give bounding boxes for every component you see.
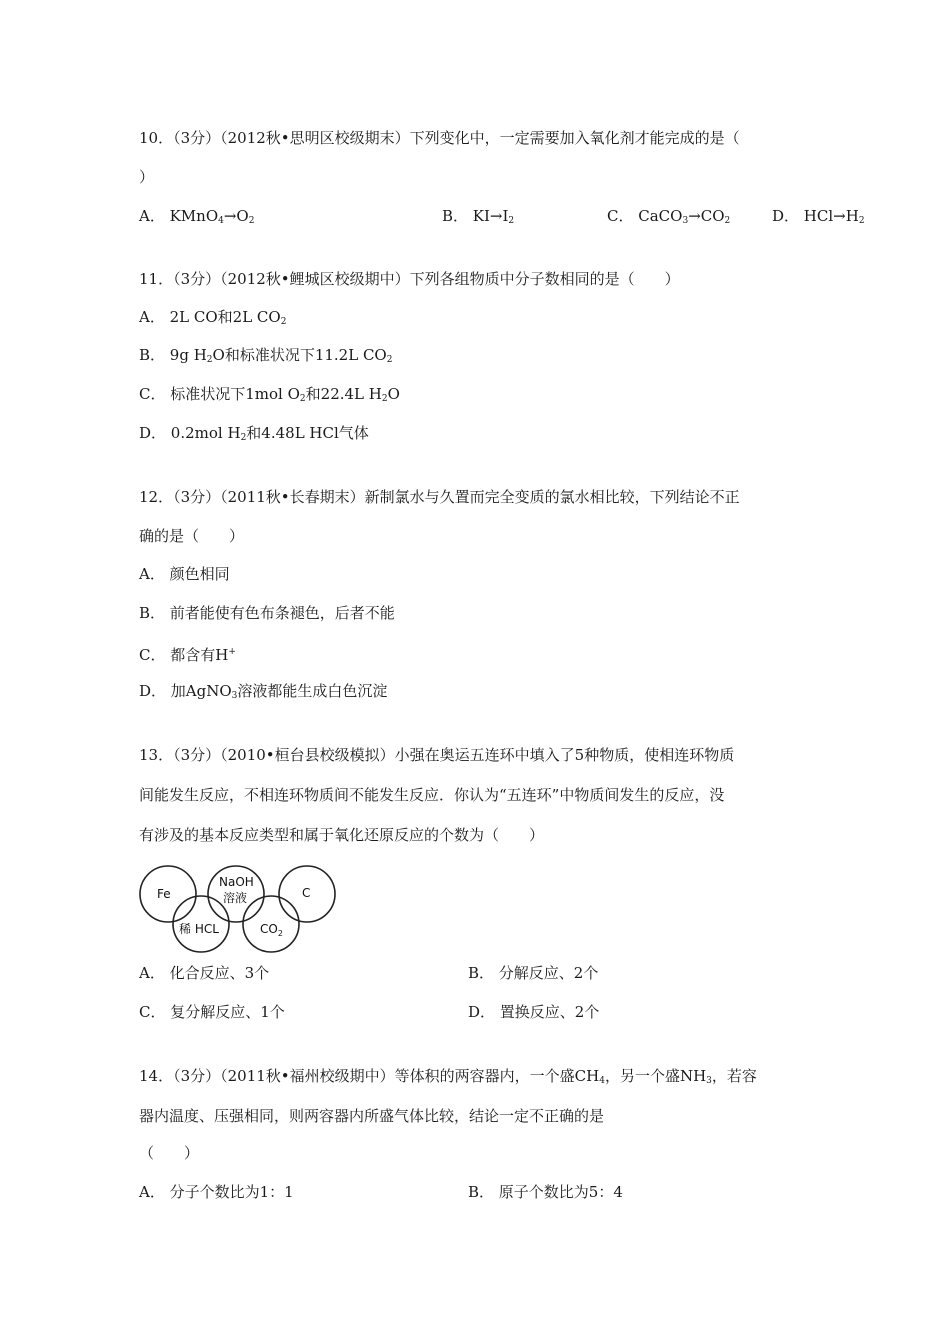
q12-stem-line2: 确的是（ ） [139, 527, 245, 545]
q14-stem-line3: （ ） [139, 1144, 200, 1162]
q12-option-b: B． 前者能使有色布条褪色，后者不能 [139, 604, 395, 622]
q12-option-a: A． 颜色相同 [139, 565, 230, 583]
q11-option-a: A． 2L CO和2L $CO_2$ [139, 308, 287, 327]
ring-c-label: C [302, 886, 311, 900]
q13-option-a: A． 化合反应、3个 [139, 964, 270, 982]
q14-options-row1 [139, 1182, 623, 1202]
ring-naoh-label-line2: 溶液 [223, 891, 248, 905]
ring-naoh-label-line1: NaOH [219, 875, 254, 889]
q13-options-row1 [139, 963, 599, 983]
q10-options [139, 206, 865, 226]
ring-co2-label: $CO_2$ [260, 922, 283, 938]
q11-stem: 11．（3分）（2012秋•鲤城区校级期中）下列各组物质中分子数相同的是（ ） [139, 270, 680, 288]
q12-stem-line1: 12．（3分）（2011秋•长春期末）新制氯水与久置而完全变质的氯水相比较，下列结论不正 [139, 488, 740, 506]
q14-stem-line1: 14．（3分）（2011秋•福州校级期中）等体积的两容器内，一个盛$CH_4$，另一个盛$NH_3$，若容 [139, 1067, 757, 1086]
q14-option-b: B． 原子个数比为5：4 [468, 1183, 623, 1201]
q10-stem-line1: 10．（3分）（2012秋•思明区校级期末）下列变化中，一定需要加入氧化剂才能完成的是（ [139, 129, 740, 147]
q10-option-b: B． $KI\to I_2$ [442, 207, 515, 226]
q14-stem-line2: 器内温度、压强相同，则两容器内所盛气体比较，结论一定不正确的是 [139, 1107, 605, 1125]
five-rings-figure [137, 864, 339, 954]
q10-option-c: C． $CaCO_3\to CO_2$ [607, 207, 731, 226]
q13-stem-line1: 13．（3分）（2010•桓台县校级模拟）小强在奥运五连环中填入了5种物质，使相连环物质 [139, 746, 735, 764]
q12-option-c: C． 都含有H+ [139, 646, 236, 664]
q14-option-a: A． 分子个数比为1：1 [139, 1183, 294, 1201]
q11-option-d: D． 0.2mol $H_2$和4.48L HCl气体 [139, 424, 369, 443]
q13-option-d: D． 置换反应、2个 [468, 1003, 600, 1021]
q12-option-d: D． 加AgNO$_3$溶液都能生成白色沉淀 [139, 682, 388, 701]
q10-option-a: A． $KMnO_4\to O_2$ [139, 207, 255, 226]
q11-option-c: C． 标准状况下1mol $O_2$和22.4L $H_2O$ [139, 385, 400, 404]
ring-hcl-label: 稀 HCL [179, 922, 219, 936]
q13-options-row2 [139, 1002, 600, 1022]
q13-option-b: B． 分解反应、2个 [468, 964, 599, 982]
q10-stem-line2: ） [139, 168, 155, 186]
q13-stem-line2: 间能发生反应，不相连环物质间不能发生反应．你认为“五连环”中物质间发生的反应，没 [139, 786, 725, 804]
q10-option-d: D． $HCl\to H_2$ [772, 207, 865, 226]
q13-option-c: C． 复分解反应、1个 [139, 1003, 285, 1021]
ring-fe-label: Fe [157, 887, 171, 901]
q13-stem-line3: 有涉及的基本反应类型和属于氧化还原反应的个数为（ ） [139, 826, 545, 844]
q11-option-b: B． 9g $H_2O$和标准状况下11.2L $CO_2$ [139, 346, 393, 365]
